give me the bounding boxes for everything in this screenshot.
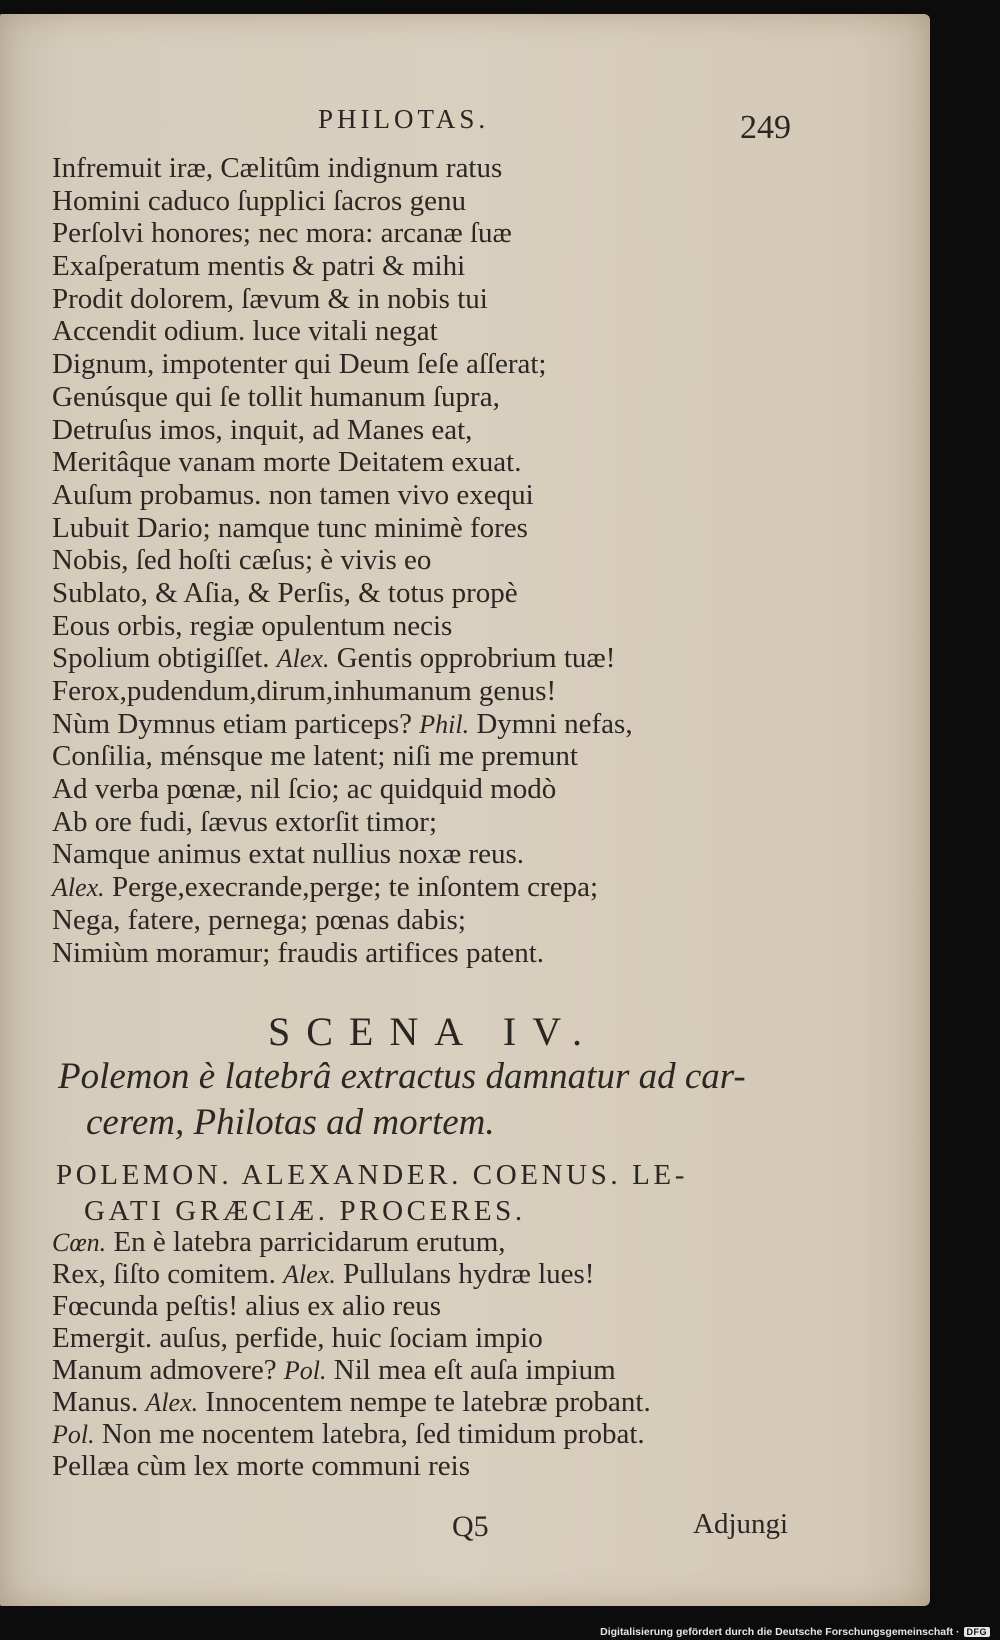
verse-line: Emergit. auſus, perfide, huic ſociam impio <box>52 1322 543 1354</box>
verse-text: Rex, ſiſto comitem. <box>52 1258 284 1290</box>
running-head: PHILOTAS. <box>318 104 490 134</box>
verse-line: Ad verba pœnæ, nil ſcio; ac quidquid modò <box>52 773 557 806</box>
verse-text: Non me nocentem latebra, ſed timidum probat. <box>94 1418 645 1450</box>
verse-text: Innocentem nempe te latebræ probant. <box>198 1386 651 1418</box>
verse-line: Infremuit iræ, Cælitûm indignum ratus <box>52 152 503 184</box>
verse-line: Accendit odium. luce vitali negat <box>52 315 438 348</box>
verse-line <box>52 1386 651 1418</box>
verse-text: Dymni nefas, <box>469 707 633 740</box>
verse-line <box>52 1354 651 1386</box>
verse-block-bottom <box>52 1226 651 1482</box>
verse-line: Dignum, impotenter qui Deum ſeſe aſſerat; <box>52 348 547 381</box>
verse-text: Pullulans hydræ lues! <box>335 1258 595 1290</box>
verse-line: Eous orbis, regiæ opulentum necis <box>52 609 453 642</box>
verse-line <box>52 871 633 904</box>
verse-line: Ab ore fudi, ſævus extorſit timor; <box>52 805 438 838</box>
verse-text: Nil mea eſt auſa impium <box>326 1354 616 1386</box>
speaker-label: Alex. <box>283 1260 336 1289</box>
verse-line: Genúsque qui ſe tollit humanum ſupra, <box>52 380 500 413</box>
verse-line: Prodit dolorem, ſævum & in nobis tui <box>52 282 488 315</box>
verse-text: Nùm Dymnus etiam particeps? <box>52 707 420 740</box>
verse-text: Manus. <box>52 1386 146 1418</box>
scene-heading: SCENA IV. <box>268 1009 598 1054</box>
verse-line: Meritâque vanam morte Deitatem exuat. <box>52 446 522 479</box>
verse-line: Nimiùm moramur; fraudis artifices patent. <box>52 936 545 969</box>
digitization-footer <box>600 1626 990 1638</box>
verse-line: Fœcunda peſtis! alius ex alio reus <box>52 1290 441 1322</box>
footer-text: Digitalisierung gefördert durch die Deutsche Forschungsgemeinschaft · <box>600 1626 960 1638</box>
verse-text: Perge,execrande,perge; te inſontem crepa; <box>104 871 598 904</box>
verse-line <box>52 1418 651 1450</box>
verse-line <box>52 1226 651 1258</box>
verse-text: Manum admovere? <box>52 1354 284 1386</box>
verse-line: Nobis, ſed hoſti cæſus; è vivis eo <box>52 544 432 577</box>
speaker-label: Pol. <box>52 1420 95 1449</box>
speaker-label: Cœn. <box>52 1228 107 1257</box>
dfg-logo-icon: DFG <box>964 1627 991 1637</box>
scene-argument-line-2: cerem, Philotas ad mortem. <box>86 1102 495 1143</box>
verse-line <box>52 708 633 741</box>
verse-line: Conſilia, ménsque me latent; niſi me premunt <box>52 740 578 773</box>
verse-line: Homini caduco ſupplici ſacros genu <box>52 184 466 217</box>
persons-line-2: GATI GRÆCIÆ. PROCERES. <box>84 1195 526 1227</box>
verse-line: Sublato, & Aſia, & Perſis, & totus propè <box>52 576 518 609</box>
verse-line: Nega, fatere, pernega; pœnas dabis; <box>52 903 466 936</box>
scene-argument <box>58 1054 818 1146</box>
page-number: 249 <box>740 109 791 146</box>
verse-text: En è latebra parricidarum erutum, <box>106 1226 506 1258</box>
verse-line: Exaſperatum mentis & patri & mihi <box>52 250 466 283</box>
verse-line: Ferox,pudendum,dirum,inhumanum genus! <box>52 675 557 707</box>
verse-block-top <box>52 152 633 969</box>
verse-line: Lubuit Dario; namque tunc minimè fores <box>52 511 528 544</box>
verse-line <box>52 1258 651 1290</box>
persons-line-1: POLEMON. ALEXANDER. COENUS. LE- <box>56 1159 688 1191</box>
speaker-label: Phil. <box>419 709 470 739</box>
verse-line <box>52 642 633 675</box>
verse-line: Perſolvi honores; nec mora: arcanæ ſuæ <box>52 217 512 250</box>
speaker-label: Alex. <box>276 644 330 674</box>
verse-text: Spolium obtigiſſet. <box>52 642 277 675</box>
verse-text: Gentis opprobrium tuæ! <box>329 642 616 675</box>
verse-line: Auſum probamus. non tamen vivo exequi <box>52 478 534 511</box>
catchword: Adjungi <box>693 1508 789 1540</box>
book-page <box>0 14 930 1606</box>
speaker-label: Alex. <box>145 1388 199 1417</box>
scene-argument-line-1: Polemon è latebrâ extractus damnatur ad car- <box>58 1056 746 1097</box>
verse-line: Detruſus imos, inquit, ad Manes eat, <box>52 413 473 446</box>
dramatis-personae <box>56 1157 796 1229</box>
signature-mark: Q5 <box>452 1510 489 1543</box>
speaker-label: Pol. <box>283 1356 327 1385</box>
verse-line: Pellæa cùm lex morte communi reis <box>52 1450 470 1482</box>
speaker-label: Alex. <box>52 873 105 903</box>
verse-line: Namque animus extat nullius noxæ reus. <box>52 838 524 871</box>
